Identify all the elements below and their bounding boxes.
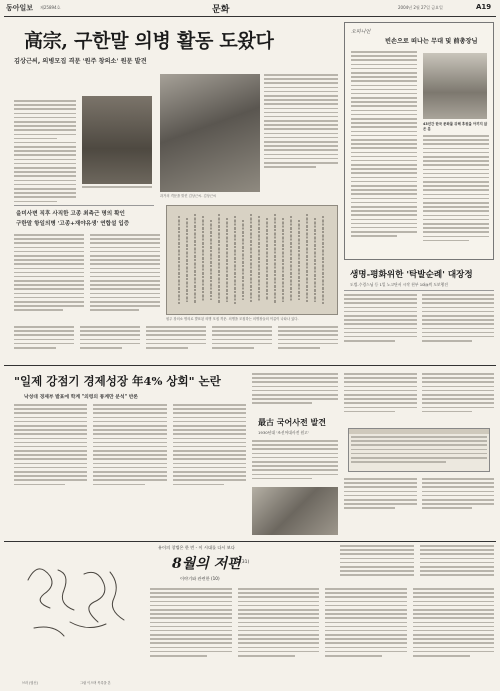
serial-body-top-right [340,545,494,579]
portrait-photo [82,96,152,184]
right-lower-body [344,373,494,415]
serial-body [150,588,494,659]
economy-headline: "일제 강점기 경제성장 年4% 상회" 논란 [14,374,221,388]
section-head-1: 을미사변 직후 사직한 고종 최측근 명의 확인 [16,211,125,217]
serial-illustration [14,550,144,675]
section-head-2: 구한말 항일의병 '고종+재야유생' 연합설 입증 [16,221,130,227]
column-portrait [423,53,487,119]
document-image [166,205,338,315]
exhibit-rule [344,290,494,291]
calligraphy-drawing [14,550,144,675]
issue-number: 제25894호 [40,5,61,10]
page-number: A19 [476,3,492,11]
column-label: 오피니언 [351,29,371,35]
paper-name: 동아일보 [6,3,34,12]
economy-body [14,404,246,488]
portrait-caption [82,186,152,190]
lead-body-bottom [14,326,338,351]
right-lower-body-2 [344,478,494,512]
book-photo [252,487,338,535]
info-table [348,428,490,472]
masthead [0,0,500,17]
issue-date: 2004년 2월 27일 금요일 [398,5,443,10]
column-body-right [423,135,489,244]
lead-body-col4 [90,234,160,314]
korean-body-top [252,373,338,407]
lead-body-col3 [14,234,84,314]
mid-rule [4,365,496,366]
korean-subhead: 1930년대 '조선어대사전 원고' [258,430,309,435]
section-head-rule [14,205,154,206]
lead-photo-caption: 과거의 격문을 밝힌 김상근씨. 김상근씨 [160,194,217,198]
serial-author: 이야기와 관련한 (10) [180,576,220,581]
document-caption: 원주 창의소 명의로 발표된 의병 모집 격문. 의병을 모집하는 의병장들의 이름이 나타나 있다. [166,317,299,321]
serial-intro: 유이의 창법은 한 번 - 이 시대를 다시 보다 [158,545,235,550]
lead-subhead: 김상근씨, 의병모집 격문 '원주 창의소' 원문 발견 [14,58,147,65]
section-title: 문화 [212,5,230,15]
korean-body [252,440,338,482]
lead-body-col2 [264,74,338,170]
exhibit-subhead: 도법-수경스님 등 1일 노고단서 시작 천부 10㎞씩 도보행진 [350,282,448,287]
lead-headline: 高宗, 구한말 의병 활동 도왔다 [24,30,274,52]
serial-title: 8월의 저편 [172,556,241,572]
serial-img-caption-1: 브러 (엽신) [22,681,38,685]
serial-part: (31) [240,560,250,565]
column-title: 빈손으로 떠나는 무대 및 前총장님 [385,38,478,45]
manuscript-glyphs [167,206,339,316]
column-author-caption: 43년간 한국 문화를 위해 후원을 아끼지 않은 분 [423,122,488,131]
serial-img-caption-2: 그림 이으며 목록을 본 [80,681,111,685]
masthead-rule [4,16,496,17]
lead-photo [160,74,260,192]
lead-body-col1 [14,100,76,205]
exhibit-headline: 생명-평화위한 '탁발순례' 대장정 [350,270,473,280]
column-box [344,22,494,260]
exhibit-body [344,294,494,344]
serial-rule [4,541,496,542]
column-body-left [351,51,417,239]
korean-headline: 最古 국어사전 발견 [258,417,326,427]
economy-subhead: 낙성대 경제부 발표에 학계 "의령의 통계만 분석" 반론 [24,395,138,400]
